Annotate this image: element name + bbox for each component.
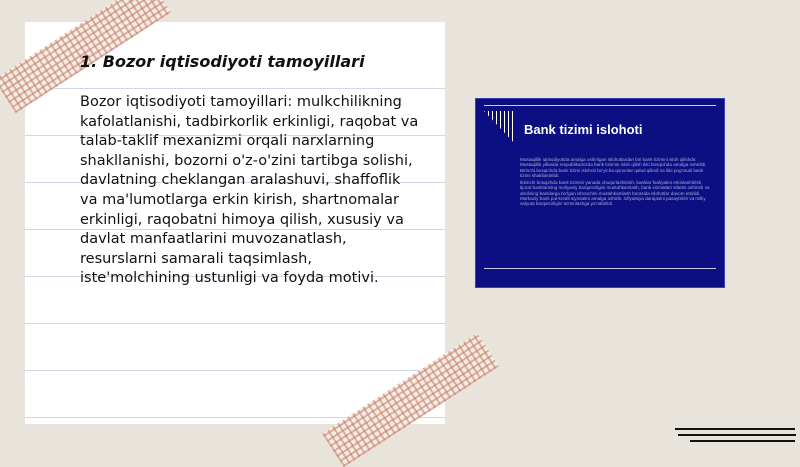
slide-top-rule — [484, 105, 716, 106]
decorative-line — [675, 428, 795, 430]
slide-bullet: Ikkinchi bosqichda bank tizimini yanada chuqurlashtirish, banklar faoliyatini erkinlashtirish, tijorat banklarining moliyaviy barqarorligini mustahkamlash, bank xizmatlari sifatini oshirish va aholining banklarga bo'lgan ishonchini mustahkamlash borasida islohotlar davom ettirildi. Markaziy bank pul-kredit siyosatini amalga oshirib, inflyatsiya darajasini pasaytirish va milliy valyuta barqarorligini ta'minlashga yo'naltirildi. — [520, 180, 710, 207]
slide-bullet-list — [520, 157, 715, 209]
slide-stripes-decoration — [484, 111, 516, 145]
decorative-line — [678, 434, 796, 436]
body-paragraph: Bozor iqtisodiyoti tamoyillari: mulkchilikning kafolatlanishi, tadbirkorlik erkinligi, raqobat va talab-taklif mexanizmi orqali narxlarning shakllanishi, bozorni o'z-o'zini tartibga solishi, davlatning cheklangan aralashuvi, shaffoflik va ma'lumotlarga erkin kirish, shartnomalar erkinligi, raqobatni himoya qilish, xususiy va davlat manfaatlarini muvozanatlash, resurslarni samarali taqsimlash, iste'molchining ustunligi va foyda motivi. — [80, 94, 419, 287]
slide-title: Bank tizimi islohoti — [524, 122, 643, 137]
slide-bottom-rule — [484, 268, 716, 269]
slide-image — [475, 98, 725, 288]
section-heading: 1. Bozor iqtisodiyoti tamoyillari — [80, 52, 365, 71]
decorative-line — [690, 440, 795, 442]
slide-bullet: Mustaqillik iqtisodiyotida amalga oshirilgan islohotlardan biri bank tizimini isloh qilishdir. Mustaqillik yillarida respublikamizda bank tizimini isloh qilish ikki bosqichda amalga oshirildi. Birinchi bosqichda bank tizimi islohoti bo'yicha qonunlar qabul qilindi va ikki pog'onali bank tizimi shakllantirildi. — [520, 157, 707, 178]
